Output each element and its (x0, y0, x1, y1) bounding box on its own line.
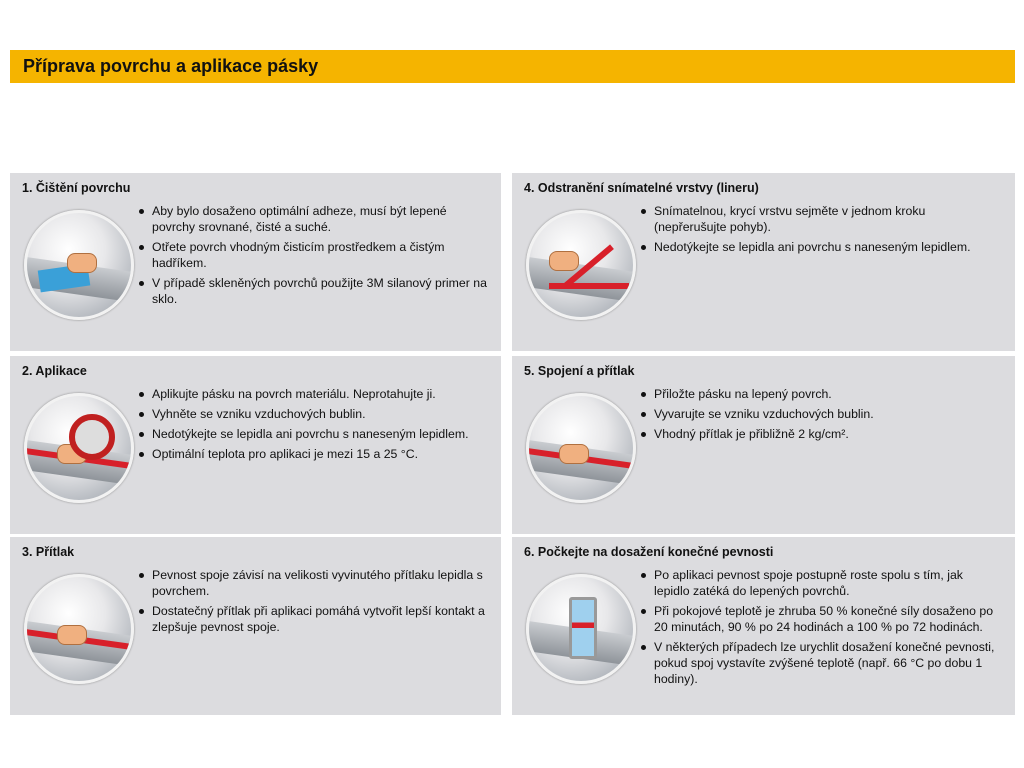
step-illustration-icon (24, 574, 134, 684)
step-illustration-icon (526, 574, 636, 684)
step-bullets (138, 203, 493, 311)
step-bullets (138, 386, 493, 466)
bullet-item: Vhodný přítlak je přibližně 2 kg/cm². (640, 426, 995, 442)
step-title: 3. Přítlak (22, 545, 75, 559)
step-panel-application (10, 356, 501, 534)
step-title: 4. Odstranění snímatelné vrstvy (lineru) (524, 181, 759, 195)
bullet-item: Optimální teplota pro aplikaci je mezi 15 a 25 °C. (138, 446, 493, 462)
step-panel-joining (512, 356, 1015, 534)
bullet-item: V případě skleněných povrchů použijte 3M silanový primer na sklo. (138, 275, 493, 307)
step-illustration-icon (24, 393, 134, 503)
bullet-item: Nedotýkejte se lepidla ani povrchu s naneseným lepidlem. (138, 426, 493, 442)
step-illustration-icon (24, 210, 134, 320)
step-bullets (138, 567, 493, 639)
step-title: 6. Počkejte na dosažení konečné pevnosti (524, 545, 774, 559)
header-bar (10, 50, 1015, 83)
step-title: 5. Spojení a přítlak (524, 364, 635, 378)
step-panel-cleaning (10, 173, 501, 351)
bullet-item: Otřete povrch vhodným čisticím prostředkem a čistým hadříkem. (138, 239, 493, 271)
bullet-item: Aplikujte pásku na povrch materiálu. Neprotahujte ji. (138, 386, 493, 402)
bullet-item: Při pokojové teplotě je zhruba 50 % konečné síly dosaženo po 20 minutách, 90 % po 24 hodinách a 100 % po 72 hodinách. (640, 603, 995, 635)
step-panel-curing (512, 537, 1015, 715)
step-illustration-icon (526, 210, 636, 320)
bullet-item: V některých případech lze urychlit dosažení konečné pevnosti, pokud spoj vystavíte zvýšené teplotě (např. 66 °C po dobu 1 hodiny). (640, 639, 995, 687)
step-bullets (640, 203, 995, 259)
bullet-item: Nedotýkejte se lepidla ani povrchu s naneseným lepidlem. (640, 239, 995, 255)
bullet-item: Snímatelnou, krycí vrstvu sejměte v jednom kroku (nepřerušujte pohyb). (640, 203, 995, 235)
bullet-item: Aby bylo dosaženo optimální adheze, musí být lepené povrchy srovnané, čisté a suché. (138, 203, 493, 235)
step-panel-pressure (10, 537, 501, 715)
step-bullets (640, 567, 995, 691)
step-title: 2. Aplikace (22, 364, 87, 378)
bullet-item: Po aplikaci pevnost spoje postupně roste spolu s tím, jak lepidlo zatéká do lepených povrchů. (640, 567, 995, 599)
step-illustration-icon (526, 393, 636, 503)
bullet-item: Přiložte pásku na lepený povrch. (640, 386, 995, 402)
step-title: 1. Čištění povrchu (22, 181, 131, 195)
bullet-item: Pevnost spoje závisí na velikosti vyvinutého přítlaku lepidla s povrchem. (138, 567, 493, 599)
step-panel-liner-removal (512, 173, 1015, 351)
bullet-item: Dostatečný přítlak při aplikaci pomáhá vytvořit lepší kontakt a zlepšuje pevnost spoje. (138, 603, 493, 635)
step-bullets (640, 386, 995, 446)
page-title: Příprava povrchu a aplikace pásky (23, 56, 319, 76)
bullet-item: Vyhněte se vzniku vzduchových bublin. (138, 406, 493, 422)
bullet-item: Vyvarujte se vzniku vzduchových bublin. (640, 406, 995, 422)
